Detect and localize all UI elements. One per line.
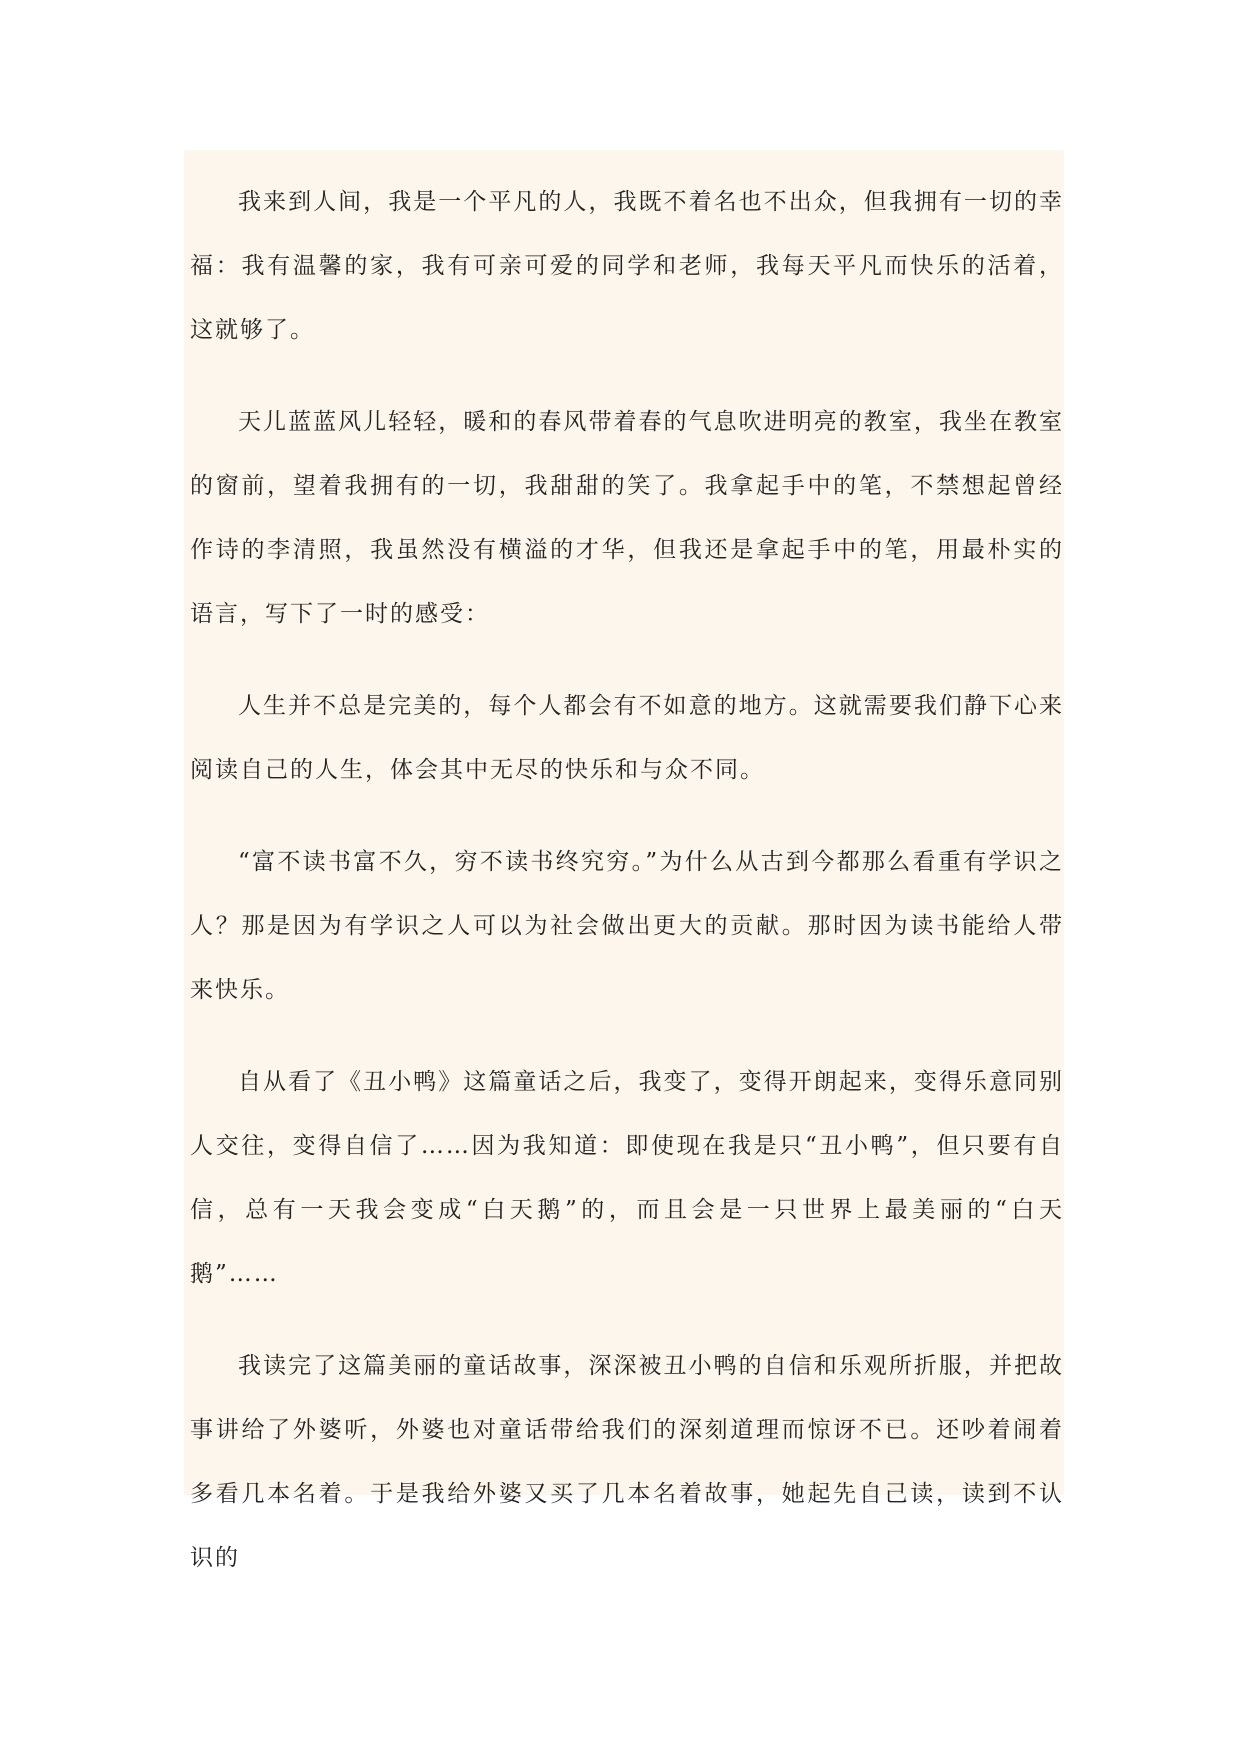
paragraph-1: 我来到人间，我是一个平凡的人，我既不着名也不出众，但我拥有一切的幸福：我有温馨的家，我有可亲可爱的同学和老师，我每天平凡而快乐的活着，这就够了。 [190, 189, 1064, 343]
paragraph-2: 天儿蓝蓝风儿轻轻，暖和的春风带着春的气息吹进明亮的教室，我坐在教室的窗前，望着我拥有的一切，我甜甜的笑了。我拿起手中的笔，不禁想起曾经作诗的李清照，我虽然没有横溢的才华，但我还是拿起手中的笔，用最朴实的语言，写下了一时的感受： [190, 409, 1064, 627]
document-body [184, 150, 1064, 1571]
paragraph-3: 人生并不总是完美的，每个人都会有不如意的地方。这就需要我们静下心来阅读自己的人生，体会其中无尽的快乐和与众不同。 [190, 693, 1064, 783]
paragraph-6: 我读完了这篇美丽的童话故事，深深被丑小鸭的自信和乐观所折服，并把故事讲给了外婆听，外婆也对童话带给我们的深刻道理而惊讶不已。还吵着闹着多看几本名着。于是我给外婆又买了几本名着故事，她起先自己读，读到不认识的 [190, 1353, 1064, 1571]
paragraph-5: 自从看了《丑小鸭》这篇童话之后，我变了，变得开朗起来，变得乐意同别人交往，变得自信了……因为我知道：即使现在我是只“丑小鸭”，但只要有自信，总有一天我会变成“白天鹅”的，而且会是一只世界上最美丽的“白天鹅”…… [190, 1069, 1064, 1287]
paragraph-4: “富不读书富不久，穷不读书终究穷。”为什么从古到今都那么看重有学识之人？那是因为有学识之人可以为社会做出更大的贡献。那时因为读书能给人带来快乐。 [190, 849, 1064, 1003]
